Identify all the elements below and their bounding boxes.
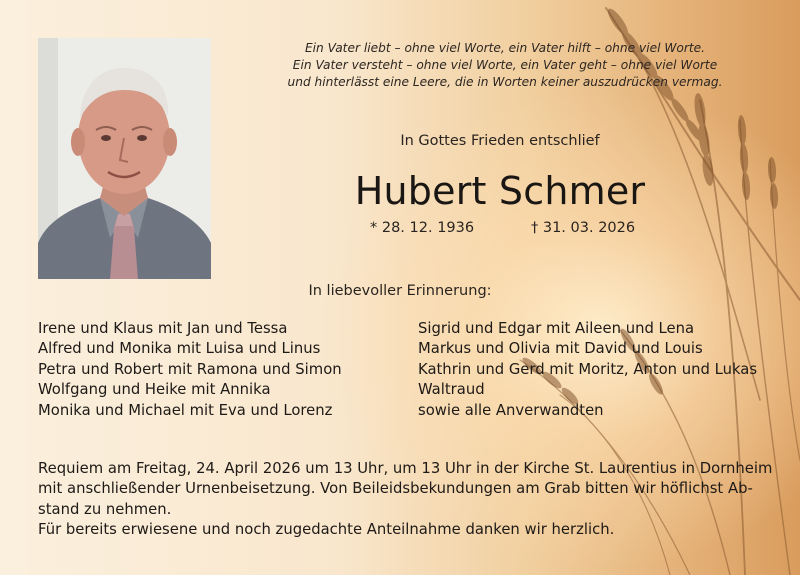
requiem-notice [38, 459, 773, 541]
poem-line: Ein Vater liebt – ohne viel Worte, ein Vater hilft – ohne viel Worte. [304, 41, 706, 55]
requiem-line: Requiem am Freitag, 24. April 2026 um 13 Uhr, um 13 Uhr in der Kirche St. Laurentius in Dornheim [38, 460, 773, 477]
mourners-left-column [38, 319, 342, 421]
mourner-entry: Kathrin und Gerd mit Moritz, Anton und Lukas [418, 360, 758, 378]
poem [280, 40, 730, 91]
poem-line: Ein Vater versteht – ohne viel Worte, ein Vater geht – ohne viel Worte [292, 58, 718, 72]
thanks-line: Für bereits erwiesene und noch zugedachte Anteilnahme danken wir herzlich. [38, 521, 615, 539]
mourner-entry: Sigrid und Edgar mit Aileen und Lena [418, 320, 695, 337]
mourners-right-column [418, 319, 757, 421]
deceased-name: Hubert Schmer [354, 169, 646, 213]
requiem-line: stand zu nehmen. [38, 500, 172, 518]
portrait-photo [38, 38, 211, 279]
mourner-entry: Alfred und Monika mit Luisa und Linus [38, 340, 321, 358]
birth-date: * 28. 12. 1936 [370, 220, 475, 236]
mourner-entry: Petra und Robert mit Ramona und Simon [38, 360, 342, 378]
intro-text: In Gottes Frieden entschlief [400, 133, 600, 149]
mourner-entry: Irene und Klaus mit Jan und Tessa [38, 320, 288, 337]
mourner-entry: sowie alle Anverwandten [418, 401, 604, 419]
requiem-line: mit anschließender Urnenbeisetzung. Von Beileidsbekundungen am Grab bitten wir höflichst Ab- [38, 480, 753, 498]
poem-line: und hinterlässt eine Leere, die in Worten keiner auszudrücken vermag. [287, 75, 723, 89]
death-date: † 31. 03. 2026 [531, 220, 636, 236]
memory-heading: In liebevoller Erinnerung: [308, 283, 492, 299]
mourner-entry: Monika und Michael mit Eva und Lorenz [38, 401, 333, 419]
mourner-entry: Waltraud [418, 381, 485, 399]
portrait-illustration [38, 38, 211, 279]
mourner-entry: Wolfgang und Heike mit Annika [38, 381, 271, 399]
mourner-entry: Markus und Olivia mit David und Louis [418, 340, 703, 358]
